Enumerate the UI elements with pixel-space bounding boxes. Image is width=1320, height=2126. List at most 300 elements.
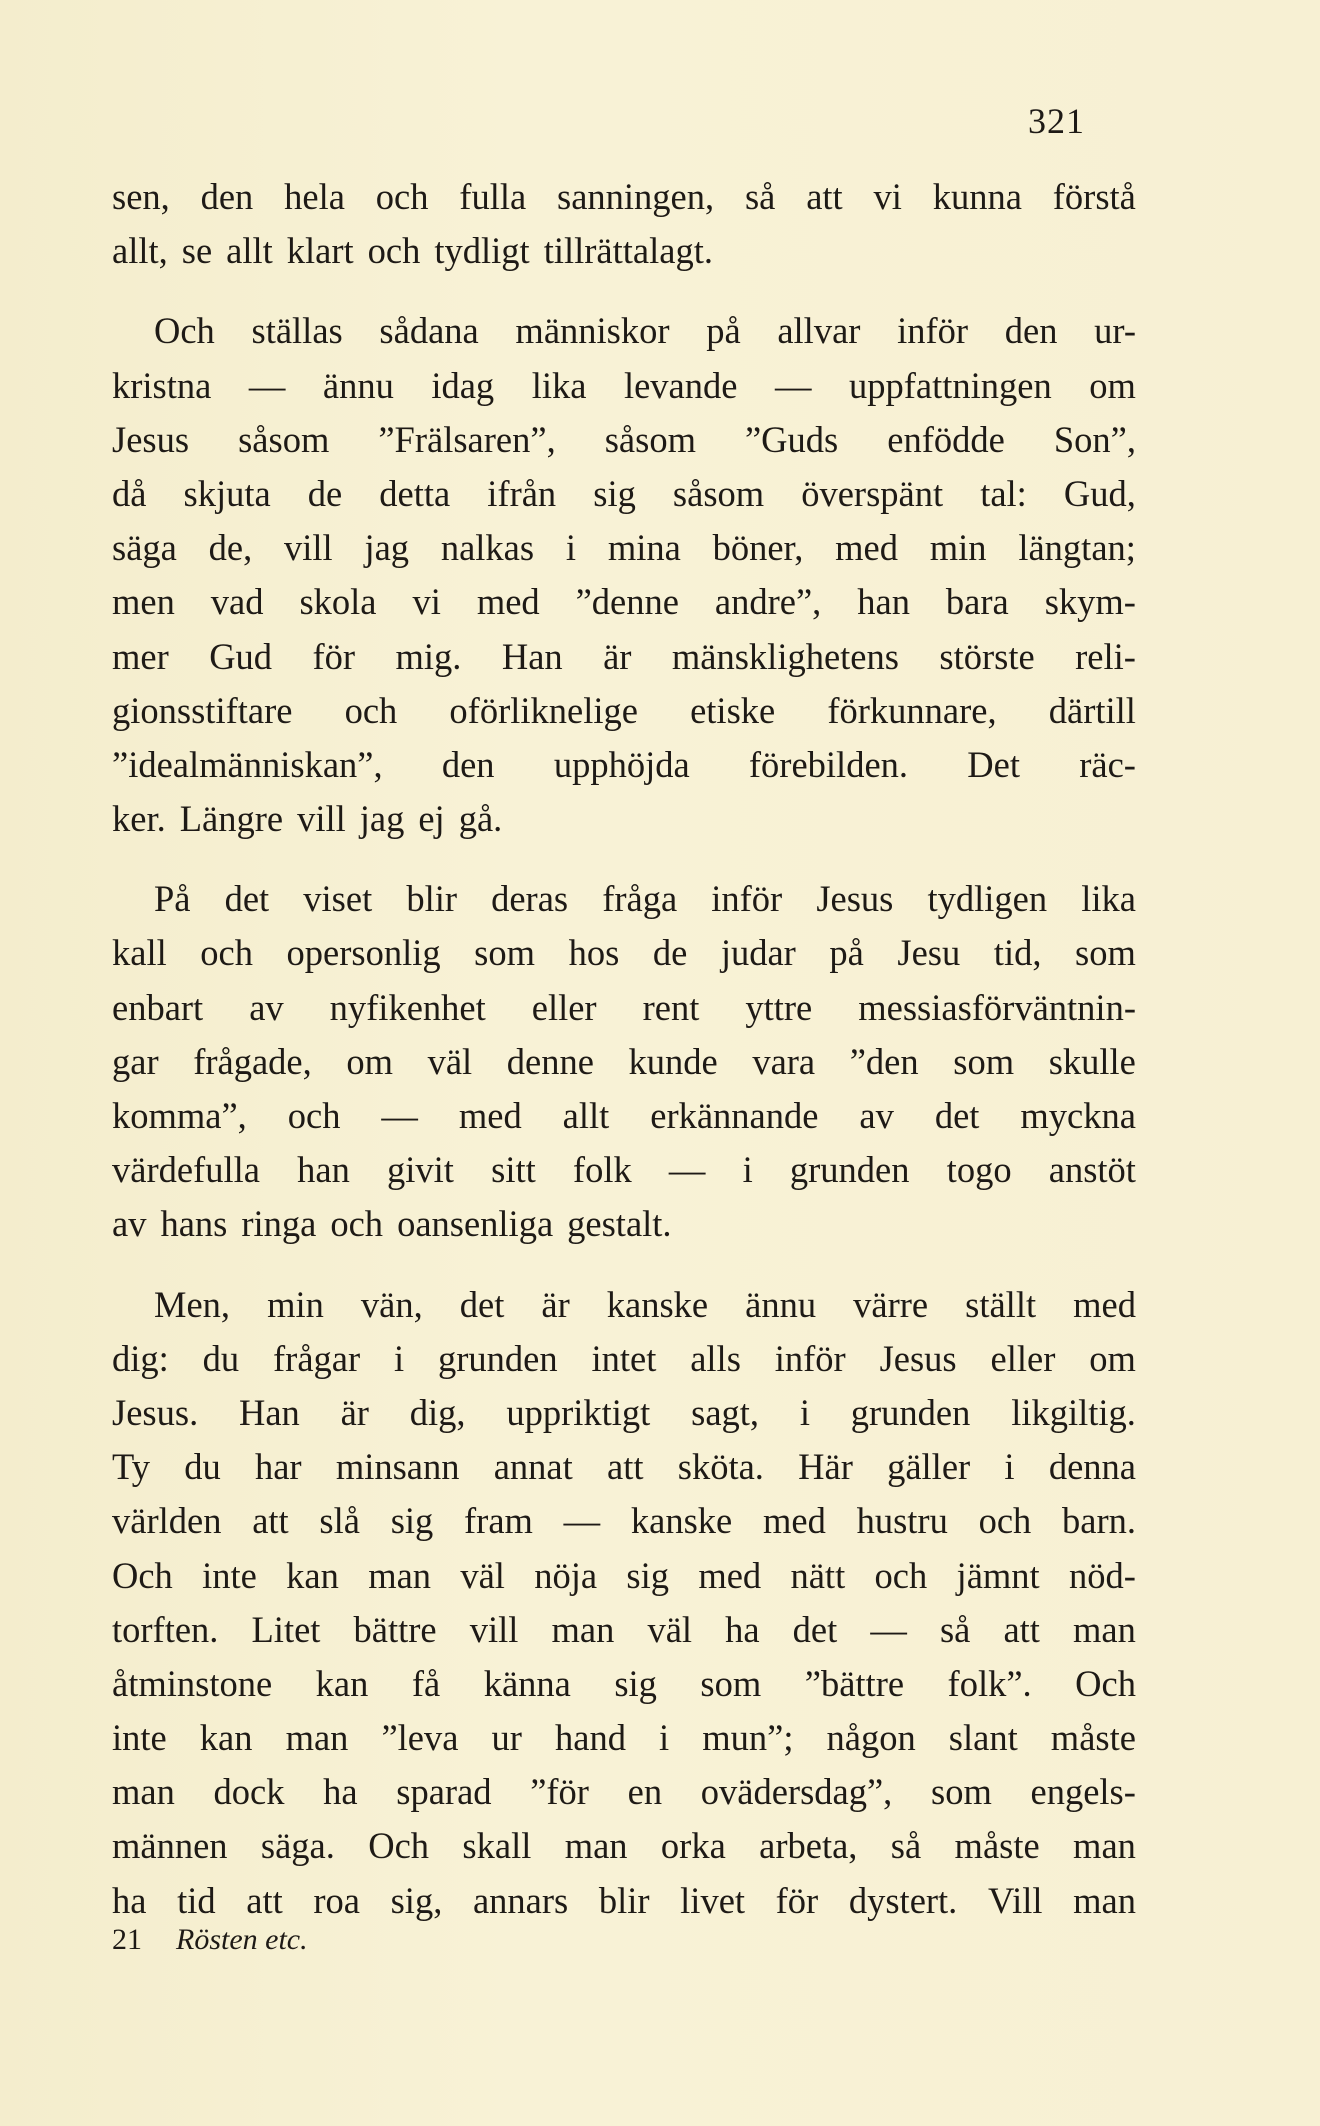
word: anstöt bbox=[1048, 1149, 1136, 1191]
word: sanningen, bbox=[557, 176, 715, 217]
word: nyfikenhet bbox=[329, 986, 486, 1028]
word: denna bbox=[1048, 1446, 1136, 1488]
text-line bbox=[112, 1819, 1136, 1873]
word: inför bbox=[711, 878, 783, 920]
word: väl bbox=[427, 1040, 473, 1082]
word: hos bbox=[568, 932, 620, 974]
word: väl bbox=[460, 1554, 505, 1596]
word: då bbox=[112, 472, 147, 514]
word: hustru bbox=[856, 1500, 948, 1542]
word: rent bbox=[642, 986, 700, 1028]
word: — bbox=[563, 1500, 601, 1542]
word: etiske bbox=[690, 689, 776, 731]
word: eller bbox=[531, 986, 597, 1028]
word: och bbox=[330, 1203, 384, 1245]
word: på bbox=[829, 932, 864, 974]
word: gå. bbox=[458, 798, 503, 840]
word: jämnt bbox=[956, 1554, 1040, 1596]
word: allt bbox=[226, 230, 273, 272]
word: om bbox=[346, 1040, 393, 1082]
word: skjuta bbox=[183, 472, 271, 514]
footer-signature bbox=[112, 1923, 308, 1957]
word: vad bbox=[210, 581, 264, 623]
text-line bbox=[112, 1332, 1136, 1386]
word: bättre bbox=[353, 1608, 437, 1650]
word: eller bbox=[990, 1337, 1056, 1379]
word: vill bbox=[297, 798, 346, 840]
word: upphöjda bbox=[553, 743, 690, 785]
word: väl bbox=[647, 1608, 693, 1650]
word: min bbox=[267, 1283, 324, 1325]
text-line bbox=[112, 630, 1136, 684]
word: Ty bbox=[112, 1446, 150, 1488]
word: som bbox=[953, 1040, 1015, 1082]
word: kall bbox=[112, 932, 167, 974]
word: kan bbox=[199, 1717, 253, 1759]
word: det bbox=[934, 1095, 980, 1136]
text-line bbox=[112, 792, 1136, 846]
word: lika bbox=[531, 364, 587, 406]
text-line bbox=[112, 1874, 1136, 1928]
word: togo bbox=[946, 1149, 1012, 1191]
word: tydligt bbox=[434, 230, 530, 272]
word: denne bbox=[506, 1040, 594, 1082]
word: andre”, bbox=[714, 581, 822, 623]
body-text bbox=[112, 170, 1136, 1928]
word: Och bbox=[1075, 1662, 1136, 1704]
word: ”den bbox=[849, 1040, 919, 1082]
word: man bbox=[368, 1554, 432, 1596]
word: längtan; bbox=[1018, 527, 1136, 569]
word: dock bbox=[213, 1771, 285, 1813]
word: fram bbox=[464, 1500, 533, 1542]
word: gäller bbox=[887, 1446, 971, 1488]
text-line bbox=[112, 1278, 1136, 1332]
word: vill bbox=[284, 527, 333, 569]
word: världen bbox=[112, 1500, 222, 1542]
word: måste bbox=[954, 1825, 1040, 1867]
word: annars bbox=[472, 1879, 569, 1921]
word: skym- bbox=[1044, 581, 1136, 623]
word: ha bbox=[725, 1608, 760, 1650]
word: och bbox=[874, 1554, 928, 1596]
word: i bbox=[799, 1391, 810, 1433]
text-line bbox=[112, 872, 1136, 926]
word: sig bbox=[614, 1662, 657, 1704]
word: dig: bbox=[112, 1337, 169, 1379]
word: vi bbox=[412, 581, 441, 623]
word: komma”, bbox=[112, 1095, 247, 1136]
word: förkunnare, bbox=[827, 689, 997, 731]
word: det bbox=[224, 878, 270, 920]
word: Det bbox=[967, 743, 1020, 785]
word: Och bbox=[112, 1554, 173, 1596]
word: gar bbox=[112, 1040, 159, 1082]
word: man bbox=[551, 1608, 615, 1650]
word: reli- bbox=[1075, 635, 1136, 677]
word: vill bbox=[469, 1608, 519, 1650]
word: dig, bbox=[409, 1391, 466, 1433]
word: sig bbox=[390, 1500, 434, 1542]
word: engels- bbox=[1030, 1771, 1136, 1813]
word: sig, bbox=[390, 1879, 443, 1921]
word: Han bbox=[501, 635, 563, 677]
text-line bbox=[112, 1494, 1136, 1548]
word: det bbox=[459, 1283, 505, 1325]
word: och bbox=[978, 1500, 1032, 1542]
word: måste bbox=[1050, 1717, 1136, 1759]
word: han bbox=[857, 581, 910, 623]
word: ifrån bbox=[487, 472, 557, 514]
word: de bbox=[307, 472, 343, 514]
text-line bbox=[112, 359, 1136, 413]
word: sköta. bbox=[677, 1446, 764, 1488]
word: ännu bbox=[322, 364, 394, 406]
word: av bbox=[112, 1203, 147, 1245]
word: sen, bbox=[112, 176, 170, 217]
word: klart bbox=[286, 230, 354, 272]
word: detta bbox=[379, 472, 451, 514]
word: annat bbox=[493, 1446, 573, 1488]
word: lika bbox=[1081, 878, 1136, 920]
word: ej bbox=[418, 798, 445, 840]
word: Jesu bbox=[897, 932, 961, 974]
word: i bbox=[1004, 1446, 1015, 1488]
word: och bbox=[344, 689, 398, 731]
word: bara bbox=[945, 581, 1009, 623]
paragraph bbox=[112, 304, 1136, 846]
word: sparad bbox=[396, 1771, 492, 1813]
word: den bbox=[441, 743, 495, 785]
word: nöd- bbox=[1068, 1554, 1136, 1596]
word: att bbox=[607, 1446, 644, 1488]
word: få bbox=[411, 1662, 441, 1704]
word: i bbox=[742, 1149, 753, 1191]
word: Gud, bbox=[1063, 472, 1136, 514]
word: det bbox=[792, 1608, 838, 1650]
word: livet bbox=[680, 1879, 746, 1921]
word: gionsstiftare bbox=[112, 689, 293, 731]
word: vara bbox=[752, 1040, 816, 1082]
word: givit bbox=[387, 1149, 454, 1191]
word: värre bbox=[853, 1283, 929, 1325]
word: uppriktigt bbox=[506, 1391, 651, 1433]
text-line bbox=[112, 1765, 1136, 1819]
word: med bbox=[763, 1500, 826, 1542]
word: tillrättalagt. bbox=[543, 230, 713, 272]
word: mer bbox=[112, 635, 169, 677]
word: På bbox=[154, 878, 191, 920]
word: för bbox=[775, 1879, 819, 1921]
word: böner, bbox=[712, 527, 804, 569]
word: allvar bbox=[777, 310, 861, 352]
word: blir bbox=[598, 1879, 650, 1921]
word: ha bbox=[323, 1771, 358, 1813]
word: den bbox=[1004, 310, 1058, 352]
word: och bbox=[287, 1095, 341, 1136]
page-number: 321 bbox=[1028, 101, 1085, 141]
word: levande bbox=[623, 364, 738, 406]
word: arbeta, bbox=[759, 1825, 858, 1867]
word: med bbox=[476, 581, 540, 623]
paragraph bbox=[112, 872, 1136, 1251]
word: mina bbox=[607, 527, 681, 569]
word: grunden bbox=[850, 1391, 971, 1433]
word: hans bbox=[160, 1203, 228, 1245]
word: att bbox=[806, 176, 843, 217]
word: yttre bbox=[745, 986, 813, 1028]
word: vi bbox=[873, 176, 902, 217]
word: judar bbox=[720, 932, 796, 974]
word: erkännande bbox=[650, 1095, 819, 1136]
text-line bbox=[112, 1089, 1136, 1143]
word: Längre bbox=[179, 798, 284, 840]
word: allt, bbox=[112, 230, 168, 272]
word: som bbox=[700, 1662, 762, 1704]
word: se bbox=[181, 230, 213, 272]
word: i bbox=[565, 527, 577, 569]
word: hand bbox=[555, 1717, 626, 1759]
word: ker. bbox=[112, 798, 166, 840]
word: ännu bbox=[745, 1283, 817, 1325]
word: och bbox=[200, 932, 253, 974]
word: skola bbox=[299, 581, 377, 623]
word: ”för bbox=[530, 1771, 589, 1813]
word: skall bbox=[462, 1825, 532, 1867]
word: vän, bbox=[360, 1283, 423, 1325]
word: som bbox=[1075, 932, 1136, 974]
word: så bbox=[890, 1825, 922, 1867]
word: han bbox=[297, 1149, 350, 1191]
text-line bbox=[112, 926, 1136, 980]
word: tal: bbox=[980, 472, 1027, 514]
text-line bbox=[112, 1657, 1136, 1711]
word: ha bbox=[112, 1879, 147, 1921]
word: inte bbox=[112, 1717, 167, 1759]
word: med bbox=[698, 1554, 762, 1596]
word: enbart bbox=[112, 986, 204, 1028]
word: med bbox=[835, 527, 898, 569]
signature-number: 21 bbox=[112, 1923, 142, 1956]
word: Men, bbox=[154, 1283, 231, 1325]
word: för bbox=[312, 635, 356, 677]
word: känna bbox=[483, 1662, 571, 1704]
text-line bbox=[112, 1711, 1136, 1765]
word: gestalt. bbox=[567, 1203, 672, 1245]
word: nalkas bbox=[440, 527, 535, 569]
text-line bbox=[112, 1386, 1136, 1440]
word: kan bbox=[286, 1554, 339, 1596]
word: tid, bbox=[993, 932, 1042, 974]
word: om bbox=[1089, 1337, 1136, 1379]
word: med bbox=[458, 1095, 522, 1136]
word: mun”; bbox=[702, 1717, 794, 1759]
word: jag bbox=[359, 798, 405, 840]
word: Son”, bbox=[1053, 418, 1136, 460]
word: alls bbox=[690, 1337, 741, 1379]
word: som bbox=[474, 932, 536, 974]
text-line bbox=[112, 981, 1136, 1035]
word: likgiltig. bbox=[1011, 1391, 1136, 1433]
word: ”bättre bbox=[804, 1662, 905, 1704]
word: min bbox=[929, 527, 987, 569]
word: inte bbox=[202, 1554, 257, 1596]
word: räc- bbox=[1079, 743, 1136, 785]
word: — bbox=[870, 1608, 907, 1650]
word: idag bbox=[431, 364, 495, 406]
word: störste bbox=[939, 635, 1035, 677]
word: frågade, bbox=[193, 1040, 312, 1082]
text-line bbox=[112, 575, 1136, 629]
word: nätt bbox=[790, 1554, 846, 1596]
word: människor bbox=[515, 310, 670, 352]
word: — bbox=[248, 364, 286, 406]
word: dystert. bbox=[848, 1879, 958, 1921]
word: ”leva bbox=[381, 1717, 459, 1759]
word: ställas bbox=[251, 310, 343, 352]
word: de, bbox=[208, 527, 253, 569]
word: opersonlig bbox=[286, 932, 441, 974]
word: kan bbox=[315, 1662, 369, 1704]
word: Och bbox=[368, 1825, 430, 1867]
word: man bbox=[285, 1717, 349, 1759]
text-line bbox=[112, 1603, 1136, 1657]
word: slå bbox=[319, 1500, 360, 1542]
word: Vill bbox=[987, 1879, 1043, 1921]
word: fulla bbox=[459, 176, 527, 217]
text-line bbox=[112, 467, 1136, 521]
word: — bbox=[381, 1095, 418, 1136]
word: allt bbox=[562, 1095, 610, 1136]
word: tid bbox=[177, 1879, 216, 1921]
word: kanske bbox=[630, 1500, 733, 1542]
word: mänsklighetens bbox=[671, 635, 899, 677]
word: du bbox=[184, 1446, 221, 1488]
text-line bbox=[112, 1549, 1136, 1603]
word: så bbox=[744, 176, 776, 217]
word: du bbox=[202, 1337, 240, 1379]
word: oansenliga bbox=[397, 1203, 554, 1245]
word: ”Frälsaren”, bbox=[378, 418, 556, 460]
word: och bbox=[375, 176, 429, 217]
word: kristna bbox=[112, 364, 212, 406]
word: därtill bbox=[1048, 689, 1136, 731]
word: blir bbox=[406, 878, 457, 920]
word: man bbox=[1073, 1825, 1136, 1867]
word: kanske bbox=[606, 1283, 709, 1325]
word: är bbox=[603, 635, 632, 677]
word: men bbox=[112, 581, 175, 623]
signature-title: Rösten etc. bbox=[176, 1923, 308, 1956]
word: folk”. bbox=[947, 1662, 1032, 1704]
text-line bbox=[112, 1035, 1136, 1089]
word: med bbox=[1073, 1283, 1136, 1325]
word: såsom bbox=[238, 418, 330, 460]
word: en bbox=[627, 1771, 663, 1813]
word: oförliknelige bbox=[449, 689, 638, 731]
word: den bbox=[200, 176, 254, 217]
text-line bbox=[112, 521, 1136, 575]
word: ”denne bbox=[575, 581, 679, 623]
word: sitt bbox=[491, 1149, 536, 1191]
word: så bbox=[939, 1608, 971, 1650]
word: — bbox=[774, 364, 812, 406]
text-line bbox=[112, 738, 1136, 792]
word: nöja bbox=[534, 1554, 598, 1596]
word: säga bbox=[112, 527, 177, 569]
word: tydligen bbox=[927, 878, 1048, 920]
word: slant bbox=[948, 1717, 1018, 1759]
word: enfödde bbox=[887, 418, 1005, 460]
text-line bbox=[112, 170, 1136, 224]
word: Han bbox=[239, 1391, 300, 1433]
word: orka bbox=[660, 1825, 726, 1867]
word: man bbox=[1073, 1608, 1136, 1650]
word: minsann bbox=[335, 1446, 460, 1488]
word: hela bbox=[284, 176, 345, 217]
word: att bbox=[246, 1879, 283, 1921]
word: ”idealmänniskan”, bbox=[112, 743, 383, 785]
word: man bbox=[1073, 1879, 1136, 1921]
word: är bbox=[340, 1391, 369, 1433]
word: har bbox=[254, 1446, 302, 1488]
word: om bbox=[1089, 364, 1136, 406]
word: sagt, bbox=[691, 1391, 760, 1433]
word: frågar bbox=[273, 1337, 361, 1379]
word: i bbox=[659, 1717, 670, 1759]
word: ”Guds bbox=[744, 418, 839, 460]
word: förebilden. bbox=[748, 743, 909, 785]
word: Jesus bbox=[879, 1337, 957, 1379]
word: sig bbox=[593, 472, 636, 514]
text-line bbox=[112, 684, 1136, 738]
word: uppfattningen bbox=[848, 364, 1052, 406]
word: Litet bbox=[251, 1608, 321, 1650]
word: i bbox=[394, 1337, 405, 1379]
word: myckna bbox=[1020, 1095, 1136, 1136]
word: säga. bbox=[260, 1825, 335, 1867]
word: kunna bbox=[932, 176, 1022, 217]
word: roa bbox=[313, 1879, 360, 1921]
text-line bbox=[112, 304, 1136, 358]
word: Jesus bbox=[112, 418, 190, 460]
word: att bbox=[252, 1500, 289, 1542]
word: på bbox=[706, 310, 741, 352]
word: Och bbox=[154, 310, 215, 352]
word: — bbox=[668, 1149, 706, 1191]
word: någon bbox=[826, 1717, 916, 1759]
word: ur bbox=[491, 1717, 522, 1759]
word: deras bbox=[491, 878, 569, 920]
word: man bbox=[112, 1771, 175, 1813]
word: av bbox=[249, 986, 284, 1028]
word: att bbox=[1003, 1608, 1040, 1650]
word: Gud bbox=[209, 635, 273, 677]
word: inför bbox=[897, 310, 969, 352]
word: man bbox=[564, 1825, 628, 1867]
word: överspänt bbox=[801, 472, 944, 514]
word: som bbox=[930, 1771, 992, 1813]
word: torften. bbox=[112, 1608, 219, 1650]
word: folk bbox=[572, 1149, 632, 1191]
paragraph bbox=[112, 1278, 1136, 1928]
word: förstå bbox=[1052, 176, 1136, 217]
word: männen bbox=[112, 1825, 228, 1867]
word: de bbox=[652, 932, 688, 974]
word: sådana bbox=[379, 310, 479, 352]
word: skulle bbox=[1048, 1040, 1136, 1082]
word: Jesus bbox=[816, 878, 894, 920]
